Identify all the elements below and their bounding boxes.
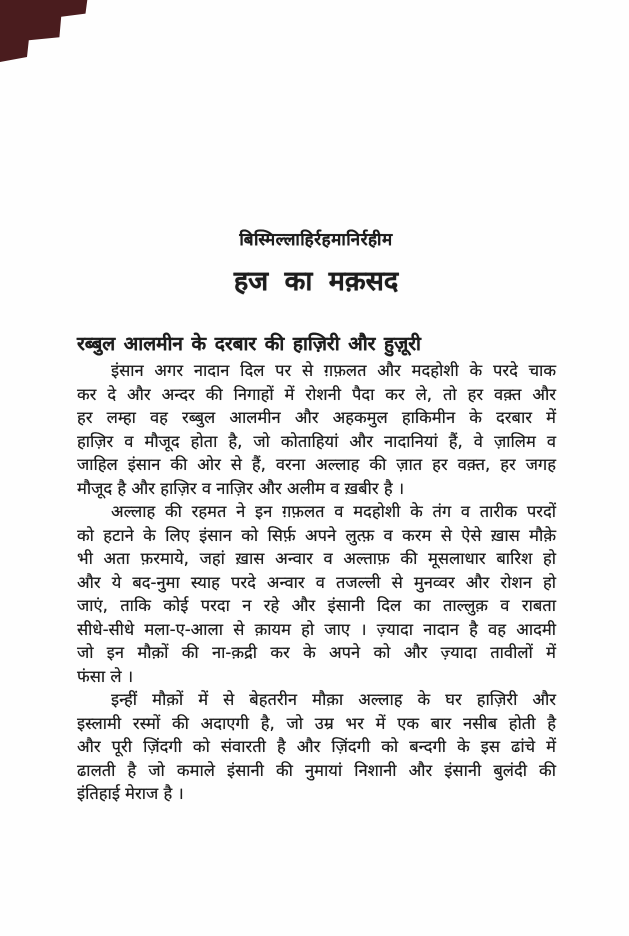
text-line: भी अता फ़रमाये, जहां ख़ास अन्वार व अल्ताफ़ की मूसलाधार बारिश हो — [77, 549, 556, 568]
text-line: कर दे और अन्दर की निगाहों में रोशनी पैदा कर ले, तो हर वक़्त और — [77, 384, 556, 404]
text-line: फंसा ले । — [77, 666, 134, 686]
page-title: हज का मक़सद — [233, 266, 399, 297]
invocation-line: बिस्मिल्लाहिर्रहमानिर्रहीम — [239, 230, 393, 250]
text-line: जाएं, ताकि कोई परदा न रहे और इंसानी दिल का ताल्लुक़ व राबता — [77, 596, 556, 615]
text-line: को हटाने के लिए इंसान को सिर्फ़ अपने लुत्फ़ व करम से ऐसे ख़ास मौक़े — [77, 525, 556, 545]
text-line: और पूरी ज़िंदगी को संवारती है और ज़िंदगी को बन्दगी के इस ढांचे में — [77, 737, 556, 756]
text-line: और ये बद-नुमा स्याह परदे अन्वार व तजल्ली से मुनव्वर और रोशन हो — [77, 572, 556, 592]
text-line: मौजूद है और हाज़िर व नाज़िर और अलीम व ख़बीर है । — [77, 478, 405, 498]
text-line: इंसान अगर नादान दिल पर से ग़फ़लत और मदहोशी के परदे चाक — [111, 361, 556, 380]
text-line: इस्लामी रस्मों की अदाएगी है, जो उम्र भर में एक बार नसीब होती है — [77, 713, 556, 733]
text-line: जो इन मौक़ों की ना-क़द्री कर के अपने को और ज़्यादा तावीलों में — [77, 643, 556, 662]
section-heading: रब्बुल आलमीन के दरबार की हाज़िरी और हुज़ूरी — [77, 333, 421, 355]
body-text — [77, 359, 556, 806]
text-line: ढालती है जो कमाले इंसानी की नुमायां निशानी और इंसानी बुलंदी की — [77, 760, 556, 780]
text-line: इन्हीं मौक़ों में से बेहतरीन मौक़ा अल्लाह के घर हाज़िरी और — [111, 690, 556, 709]
text-line: हर लम्हा वह रब्बुल आलमीन और अहकमुल हाकिमीन के दरबार में — [77, 408, 556, 427]
text-line: इंतिहाई मेराज है । — [77, 784, 184, 803]
text-line: जाहिल इंसान की ओर से हैं, वरना अल्लाह की ज़ात हर वक़्त, हर जगह — [77, 455, 556, 474]
text-line: अल्लाह की रहमत ने इन ग़फ़लत व मदहोशी के तंग व तारीक परदों — [111, 502, 556, 521]
text-line: हाज़िर व मौजूद होता है, जो कोताहियां और नादानियां हैं, वे ज़ालिम व — [77, 431, 556, 451]
text-line: सीधे-सीधे मला-ए-आला से क़ायम हो जाए । ज़्यादा नादान है वह आदमी — [77, 619, 556, 639]
scan-corner-artifact — [0, 0, 90, 62]
